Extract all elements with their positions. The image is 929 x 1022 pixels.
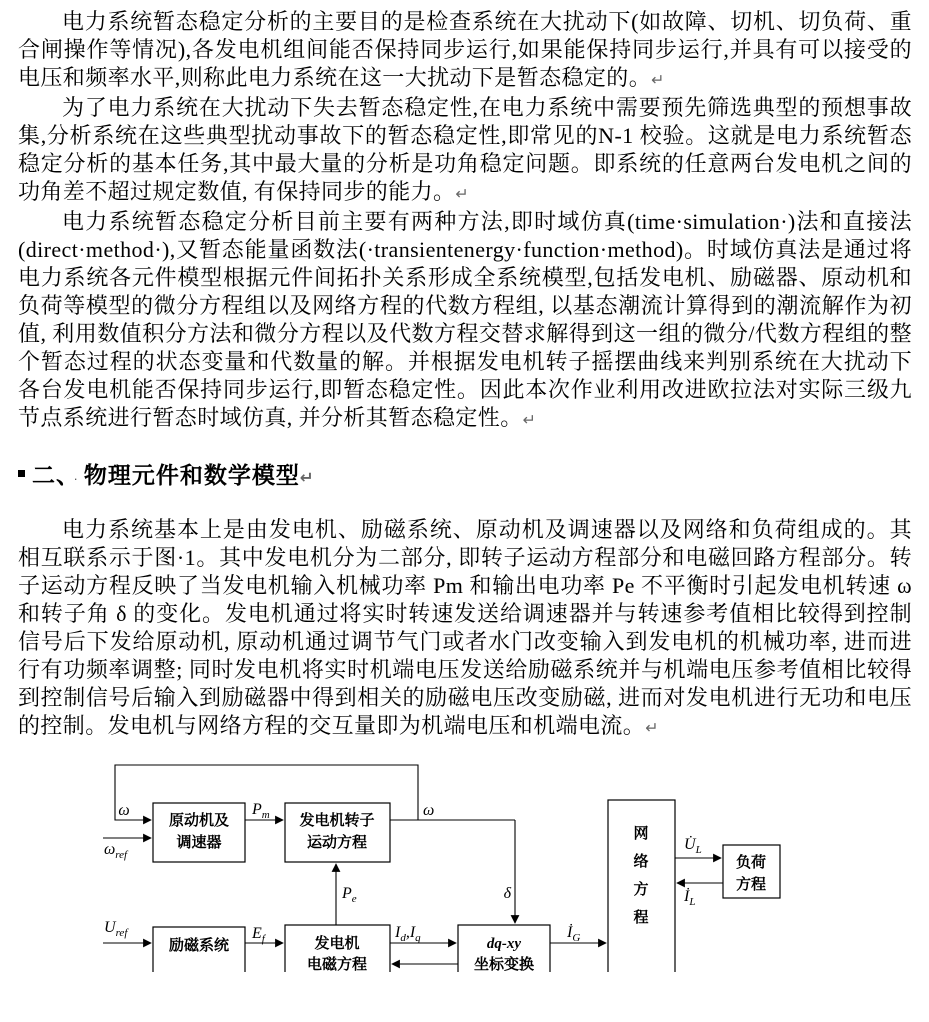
electromagnetic-label-line2: 电磁方程 bbox=[306, 957, 368, 972]
label-pm: $P_m$ bbox=[252, 801, 270, 821]
label-delta: δ bbox=[503, 885, 511, 902]
label-ul: $U̇_L$ bbox=[684, 836, 702, 856]
return-mark: ↵ bbox=[455, 184, 469, 203]
section-title: 物理元件和数学模型 bbox=[83, 462, 300, 488]
label-omega-feedback: ω bbox=[423, 802, 435, 819]
box-rotor-motion bbox=[285, 803, 390, 862]
paragraph-4 bbox=[18, 516, 912, 742]
load-label-line2: 方程 bbox=[735, 877, 767, 893]
dqxy-label-line1: dq-xy bbox=[486, 936, 522, 952]
label-ig: $İ_G$ bbox=[567, 924, 581, 944]
system-block-diagram bbox=[18, 762, 912, 977]
network-label-vertical: 网络方程 bbox=[633, 826, 649, 926]
paragraph-2 bbox=[18, 94, 912, 208]
load-label-line1: 负荷 bbox=[735, 855, 767, 871]
governor-label-line1: 原动机及 bbox=[168, 813, 230, 829]
governor-label-line2: 调速器 bbox=[176, 835, 222, 851]
return-mark: ↵ bbox=[299, 468, 314, 487]
label-pe: $P_e$ bbox=[342, 885, 357, 905]
rotor-label-line2: 运动方程 bbox=[306, 835, 368, 851]
outline-bullet-square-icon bbox=[18, 470, 25, 477]
box-governor bbox=[153, 803, 245, 862]
dqxy-label-line2: 坐标变换 bbox=[473, 957, 535, 972]
section-number: 二、 bbox=[32, 462, 69, 488]
block-diagram-svg bbox=[18, 762, 929, 972]
label-omega-ref: $\omega_{ref}$ bbox=[104, 841, 128, 861]
return-mark: ↵ bbox=[651, 70, 665, 89]
space-format-mark: · bbox=[73, 471, 79, 486]
excitation-label: 励磁系统 bbox=[168, 938, 230, 954]
label-il: $İ_L$ bbox=[684, 888, 696, 908]
label-uref: $U_{ref}$ bbox=[104, 919, 128, 939]
section-heading bbox=[32, 457, 314, 490]
section-heading-row bbox=[18, 457, 912, 490]
label-idq: $I_d,I_q$ bbox=[395, 924, 421, 944]
return-mark: ↵ bbox=[522, 410, 536, 429]
label-omega-in: ω bbox=[118, 802, 130, 819]
electromagnetic-label-line1: 发电机 bbox=[314, 936, 360, 952]
paragraph-1-text: 电力系统暂态稳定分析的主要目的是检查系统在大扰动下(如故障、切机、切负荷、重合闸操作等情况),各发电机组间能否保持同步运行,如果能保持同步运行,并具有可以接受的电压和频率水平,则称此电力系统在这一大扰动下是暂态稳定的。 bbox=[18, 9, 912, 90]
paragraph-1 bbox=[18, 8, 912, 94]
rotor-label-line1: 发电机转子 bbox=[299, 813, 375, 829]
paragraph-2-text: 为了电力系统在大扰动下失去暂态稳定性,在电力系统中需要预先筛选典型的预想事故集,分析系统在这些典型扰动事故下的暂态稳定性,即常见的N-1 校验。这就是电力系统暂态稳定分析的基本任务,其中最大量的分析是功角稳定问题。即系统的任意两台发电机之间的功角差不超过规定数值, 有保持同步的能力。 bbox=[18, 95, 912, 204]
label-ef: $E_f$ bbox=[252, 925, 265, 945]
paragraph-3 bbox=[18, 208, 912, 434]
paragraph-3-text: 电力系统暂态稳定分析目前主要有两种方法,即时域仿真(time·simulation·)法和直接法(direct·method·),又暂态能量函数法(·transientenergy·function·method)。时域仿真法是通过将电力系统各元件模型根据元件间拓扑关系形成全系统模型,包括发电机、励磁器、原动机和负荷等模型的微分方程组以及网络方程的代数方程组, 以基态潮流计算得到的潮流解作为初值, 利用数值积分方法和微分方程以及代数方程交替求解得到这一组的微分/代数方程组的整个暂态过程的状态变量和代数量的解。并根据发电机转子摇摆曲线来判别系统在大扰动下各台发电机能否保持同步运行,即暂态稳定性。因此本次作业利用改进欧拉法对实际三级九节点系统进行暂态时域仿真, 并分析其暂态稳定性。 bbox=[18, 209, 912, 430]
paragraph-4-text: 电力系统基本上是由发电机、励磁系统、原动机及调速器以及网络和负荷组成的。其相互联系示于图·1。其中发电机分为二部分, 即转子运动方程部分和电磁回路方程部分。转子运动方程反映了当发电机输入机械功率 Pm 和输出电功率 Pe 不平衡时引起发电机转速 ω 和转子角 δ 的变化。发电机通过将实时转速发送给调速器并与转速参考值相比较得到控制信号后下发给原动机, 原动机通过调节气门或者水门改变输入到发电机的机械功率, 进而进行有功频率调整; 同时发电机将实时机端电压发送给励磁系统并与机端电压参考值相比较得到控制信号后输入到励磁器中得到相关的励磁电压改变励磁, 进而对发电机进行无功和电压的控制。发电机与网络方程的交互量即为机端电压和机端电流。 bbox=[18, 517, 912, 738]
return-mark: ↵ bbox=[645, 718, 659, 737]
